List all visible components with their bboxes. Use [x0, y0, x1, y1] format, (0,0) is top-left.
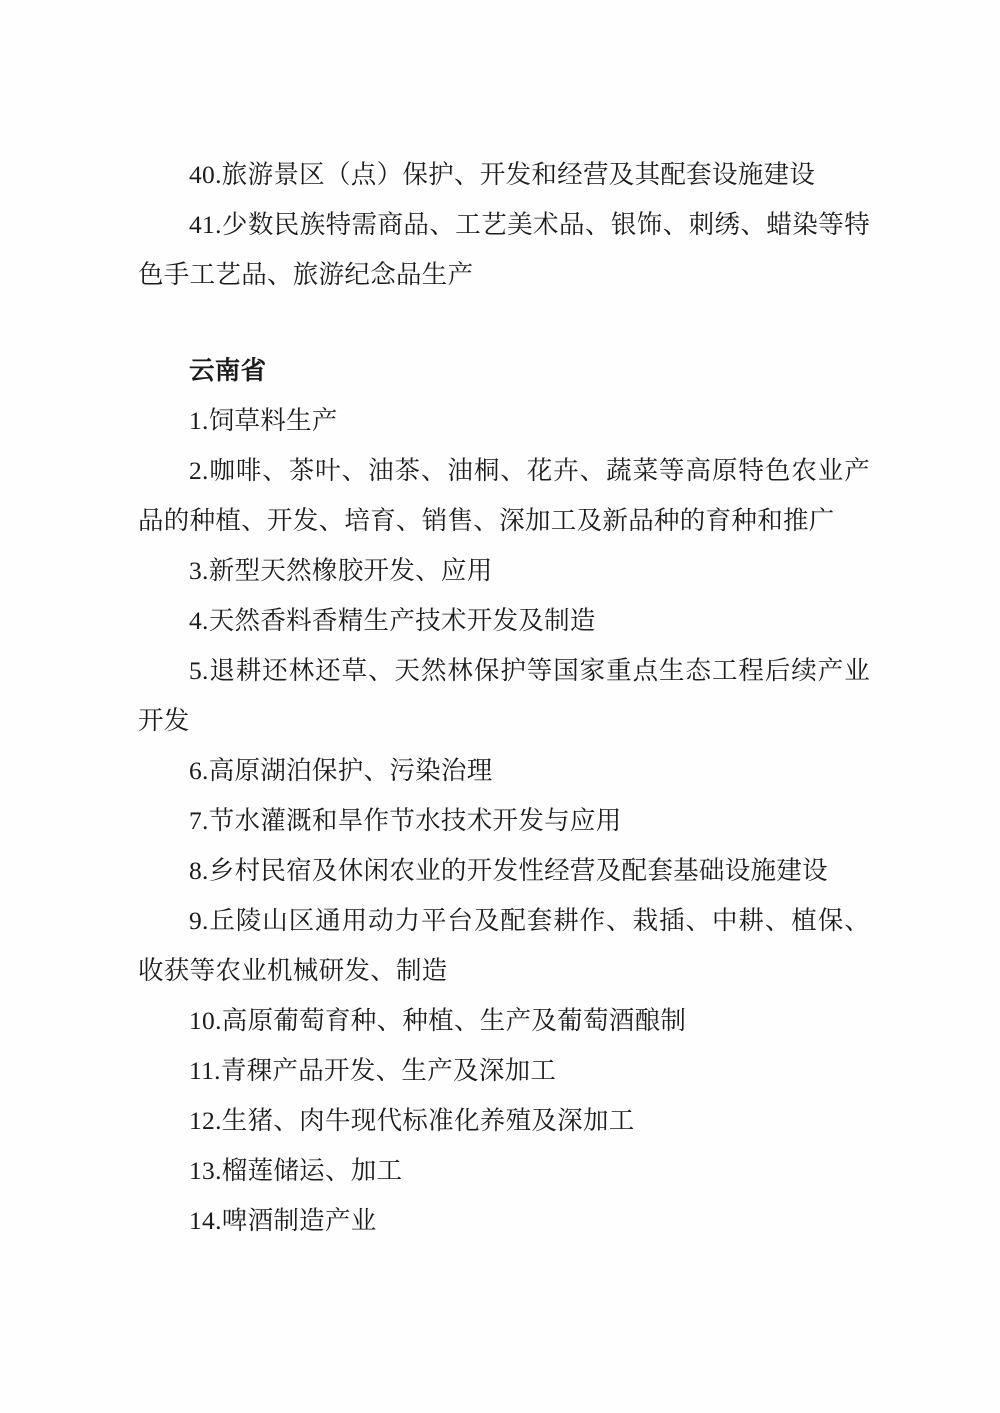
list-item: 12.生猪、肉牛现代标准化养殖及深加工 — [189, 1106, 635, 1135]
list-item: 10.高原葡萄育种、种植、生产及葡萄酒酿制 — [189, 1006, 687, 1035]
list-item: 14.啤酒制造产业 — [189, 1206, 377, 1235]
list-item: 9.丘陵山区通用动力平台及配套耕作、栽插、中耕、植保、收获等农业机械研发、制造 — [138, 906, 870, 985]
list-item: 1.饲草料生产 — [189, 406, 338, 435]
list-item: 7.节水灌溉和旱作节水技术开发与应用 — [189, 806, 622, 835]
list-item: 3.新型天然橡胶开发、应用 — [189, 556, 493, 585]
document-body — [138, 150, 870, 1246]
list-item: 5.退耕还林还草、天然林保护等国家重点生态工程后续产业开发 — [138, 656, 870, 735]
list-item: 6.高原湖泊保护、污染治理 — [189, 756, 493, 785]
list-item: 41.少数民族特需商品、工艺美术品、银饰、刺绣、蜡染等特色手工艺品、旅游纪念品生产 — [138, 210, 870, 289]
section-title: 云南省 — [189, 356, 267, 385]
list-item: 13.榴莲储运、加工 — [189, 1156, 403, 1185]
section-spacer — [138, 300, 870, 346]
list-item: 11.青稞产品开发、生产及深加工 — [189, 1056, 557, 1085]
list-item: 4.天然香料香精生产技术开发及制造 — [189, 606, 596, 635]
list-item: 40.旅游景区（点）保护、开发和经营及其配套设施建设 — [189, 160, 816, 189]
list-item: 8.乡村民宿及休闲农业的开发性经营及配套基础设施建设 — [189, 856, 828, 885]
list-item: 2.咖啡、茶叶、油茶、油桐、花卉、蔬菜等高原特色农业产品的种植、开发、培育、销售、深加工及新品种的育种和推广 — [138, 456, 870, 535]
